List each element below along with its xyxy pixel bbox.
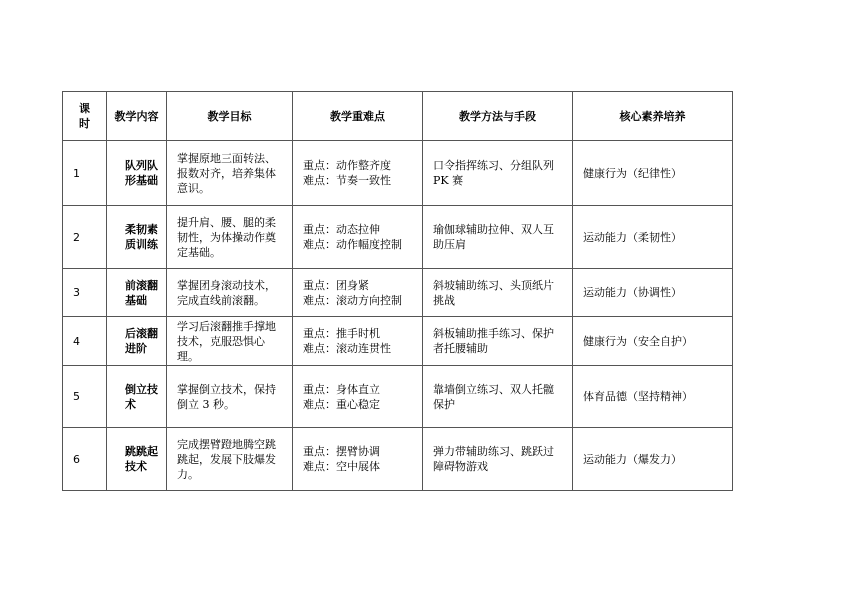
cell-methods: 斜板辅助推手练习、保护者托腰辅助 [423,317,573,366]
cell-period: 2 [63,206,107,269]
table-row [63,366,733,428]
difficulty-text: 难点：节奏一致性 [303,174,391,187]
cell-competency: 健康行为（安全自护） [573,317,733,366]
cell-content: 队列队形基础 [107,141,167,206]
cell-goal: 掌握原地三面转法、报数对齐，培养集体意识。 [167,141,293,206]
cell-content: 后滚翻进阶 [107,317,167,366]
key-point-text: 重点：动态拉伸 [303,223,380,236]
lesson-plan-table [62,91,733,491]
table-row [63,269,733,317]
cell-keypoints [293,206,423,269]
cell-competency: 运动能力（爆发力） [573,428,733,491]
table-row [63,428,733,491]
cell-period: 5 [63,366,107,428]
cell-content: 倒立技术 [107,366,167,428]
cell-goal: 掌握团身滚动技术，完成直线前滚翻。 [167,269,293,317]
cell-methods: 斜坡辅助练习、头顶纸片挑战 [423,269,573,317]
cell-keypoints [293,428,423,491]
difficulty-text: 难点：重心稳定 [303,397,380,411]
cell-goal: 完成摆臂蹬地腾空跳跳起，发展下肢爆发力。 [167,428,293,491]
cell-competency: 运动能力（协调性） [573,269,733,317]
cell-content: 跳跳起技术 [107,428,167,491]
cell-keypoints [293,366,423,428]
difficulty-text: 难点：滚动连贯性 [303,342,391,355]
key-point-text: 重点：动作整齐度 [303,159,391,172]
cell-methods: 靠墙倒立练习、双人托髋保护 [423,366,573,428]
header-period: 课时 [63,92,107,141]
cell-competency: 健康行为（纪律性） [573,141,733,206]
key-point-text: 重点：摆臂协调 [303,445,380,458]
key-point-text: 重点：团身紧 [303,278,369,292]
cell-methods: 弹力带辅助练习、跳跃过障碍物游戏 [423,428,573,491]
header-goal: 教学目标 [167,92,293,141]
cell-keypoints [293,269,423,317]
cell-keypoints [293,317,423,366]
cell-period: 3 [63,269,107,317]
cell-goal: 提升肩、腰、腿的柔韧性，为体操动作奠定基础。 [167,206,293,269]
header-content: 教学内容 [107,92,167,141]
cell-methods: 口令指挥练习、分组队列 PK 赛 [423,141,573,206]
table-row [63,317,733,366]
difficulty-text: 难点：动作幅度控制 [303,238,402,251]
cell-methods: 瑜伽球辅助拉伸、双人互助压肩 [423,206,573,269]
key-point-text: 重点：身体直立 [303,382,380,396]
cell-competency: 体育品德（坚持精神） [573,366,733,428]
table-row [63,141,733,206]
header-keypoints: 教学重难点 [293,92,423,141]
cell-competency: 运动能力（柔韧性） [573,206,733,269]
cell-period: 1 [63,141,107,206]
header-competency: 核心素养培养 [573,92,733,141]
cell-period: 4 [63,317,107,366]
cell-content: 前滚翻基础 [107,269,167,317]
cell-goal: 掌握倒立技术，保持倒立 3 秒。 [167,366,293,428]
cell-keypoints [293,141,423,206]
cell-content: 柔韧素质训练 [107,206,167,269]
cell-period: 6 [63,428,107,491]
cell-goal: 学习后滚翻推手撑地技术，克服恐惧心理。 [167,317,293,366]
key-point-text: 重点：推手时机 [303,327,380,340]
table-row [63,206,733,269]
difficulty-text: 难点：滚动方向控制 [303,293,402,307]
difficulty-text: 难点：空中展体 [303,460,380,473]
header-methods: 教学方法与手段 [423,92,573,141]
table-header-row [63,92,733,141]
